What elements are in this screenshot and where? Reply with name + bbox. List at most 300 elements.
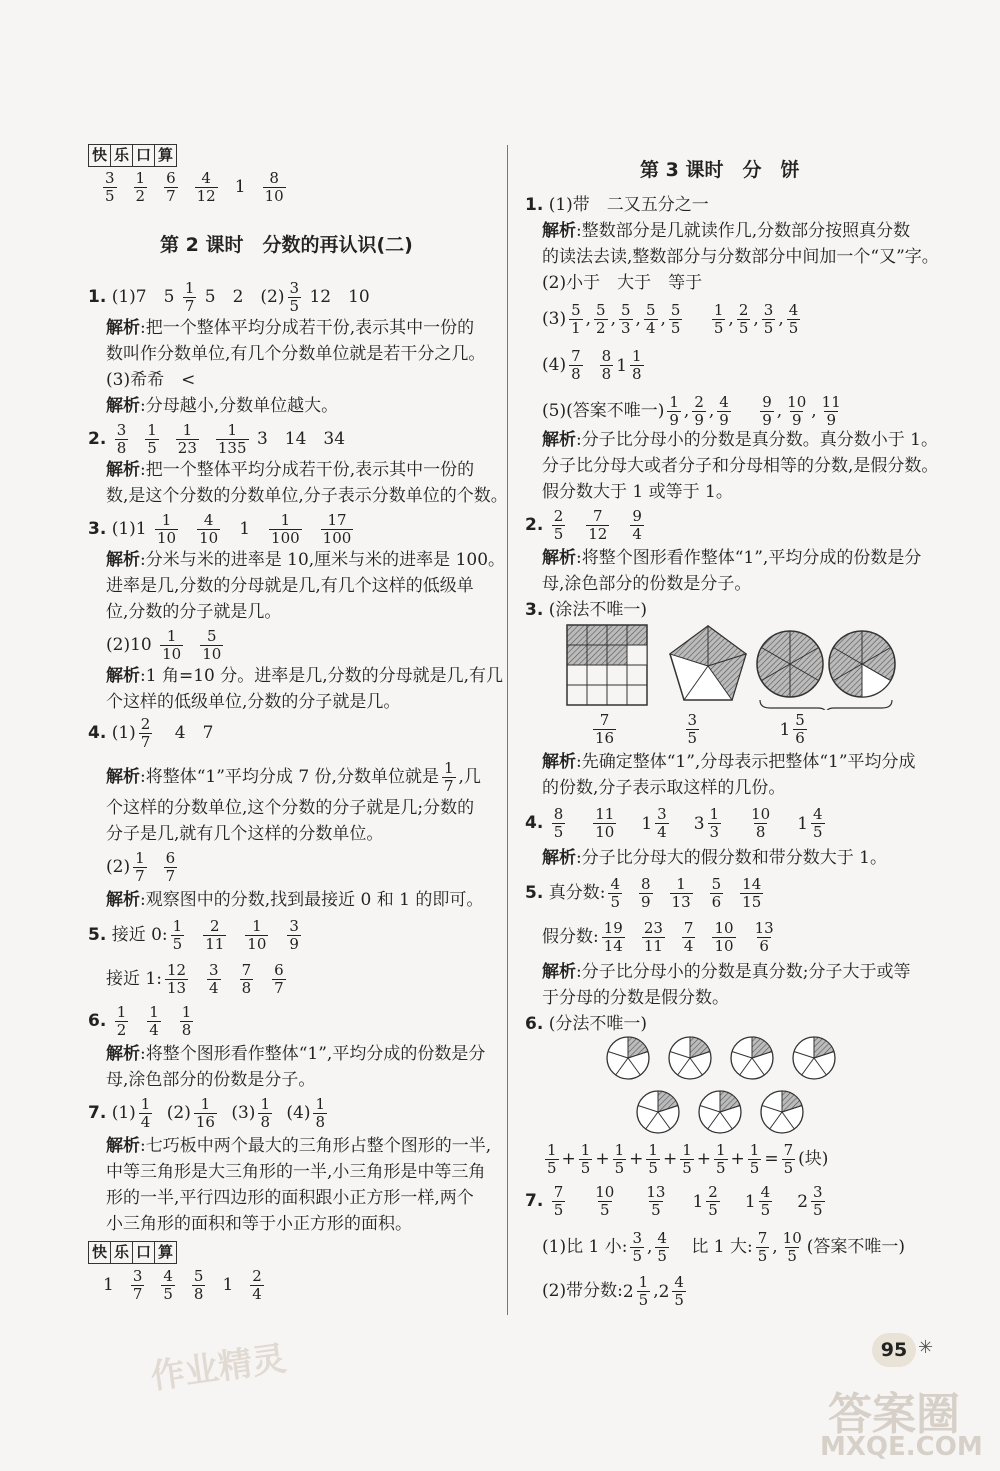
fraction (258, 1096, 272, 1131)
fraction (762, 302, 776, 337)
number: 1 (222, 1275, 234, 1295)
numerator: 3 (132, 1267, 143, 1285)
denominator: 5 (687, 729, 698, 747)
left-q7-analysis-3: 形的一半,平行四边形的面积跟小正方形一样,两个 (106, 1188, 474, 1208)
left-q2-answer: 2. $\frac{3}{8}$ $\frac{1}{5}$ $\frac{1}{23}$ $\frac{1}{135}$ 3 14 34 (88, 421, 346, 457)
fraction (712, 920, 735, 955)
denominator: 10 (714, 937, 734, 955)
right-q2-answer: 2. $\frac{2}{5}$ $\frac{7}{12}$ $\frac{9}{4}$ (525, 507, 642, 543)
left-q3-2: (2)10 $\frac{1}{10}$ $\frac{5}{10}$ (106, 627, 222, 663)
whole-part: 2 (797, 1191, 809, 1212)
fraction (145, 422, 159, 457)
numerator: 1 (547, 1141, 557, 1159)
numerator: 8 (269, 169, 279, 187)
fraction (593, 806, 616, 841)
denominator: 7 (274, 979, 284, 997)
right-q1-5: (5)(答案不唯一) $\frac{1}{9}$ , $\frac{2}{9}$ , $\frac{4}{9}$ $\frac{9}{9}$ , $\frac{10}{9}$ , $\frac{11}{9}$ (542, 393, 841, 429)
right-q3-analysis-2: 的份数,分子表示取这样的几份。 (542, 778, 786, 798)
mixed-number (694, 806, 724, 841)
grid-figure (567, 625, 647, 705)
denominator: 7 (166, 187, 176, 205)
fraction (216, 422, 249, 457)
left-q4-analysis-2: 个这样的分数单位,这个分数的分子就是几;分数的 (106, 798, 475, 818)
right-q3-analysis: 解析:先确定整体“1”,分母表示把整体“1”平均分成 (542, 752, 916, 772)
denominator: 8 (193, 1285, 204, 1303)
numerator: 10 (751, 805, 771, 823)
numerator: 3 (813, 1183, 823, 1201)
fraction (672, 1274, 686, 1309)
denominator: 5 (553, 823, 564, 841)
pentagon-figure (670, 626, 746, 700)
numerator: 5 (670, 301, 681, 319)
numerator: 1 (166, 627, 177, 645)
denominator: 8 (181, 1021, 192, 1039)
denominator: 7 (135, 867, 145, 885)
numerator: 2 (708, 1183, 718, 1201)
question-number: 1. (88, 287, 107, 307)
fraction (171, 918, 185, 953)
numerator: 2 (252, 1267, 262, 1285)
denominator: 13 (671, 893, 691, 911)
left-q6-analysis-2: 母,涂色部分的份数是分子。 (106, 1070, 316, 1090)
mixed-number (616, 348, 646, 383)
fraction (781, 1230, 804, 1265)
numerator: 4 (674, 1273, 684, 1291)
kuaile-kousuan-header-bottom: 快 乐 口 算 (88, 1240, 176, 1264)
right-q7-1: (1)比 1 小: $\frac{3}{5}$ , $\frac{4}{5}$ 比 1 大: $\frac{7}{5}$ , $\frac{10}{5}$ (答案不唯一) (542, 1229, 906, 1265)
denominator: 5 (172, 935, 183, 953)
numerator: 1 (181, 1003, 192, 1021)
fraction (712, 302, 726, 337)
fraction (160, 628, 183, 663)
denominator: 9 (669, 411, 679, 429)
fraction (692, 394, 706, 429)
mixed-number (797, 806, 827, 841)
fraction (569, 348, 583, 383)
denominator: 4 (632, 525, 642, 543)
denominator: 4 (140, 1113, 151, 1131)
fraction (759, 1184, 773, 1219)
mixed-number (659, 1274, 689, 1309)
left-q3-analysis: 解析:分米与米的进率是 10,厘米与米的进率是 100。 (106, 550, 506, 570)
numerator: 6 (165, 849, 176, 867)
fraction (552, 806, 566, 841)
whole-part: 1 (692, 1191, 704, 1212)
denominator: 5 (813, 823, 823, 841)
fraction (272, 962, 286, 997)
fraction (686, 712, 700, 747)
fraction (195, 170, 218, 205)
denominator: 5 (638, 1291, 649, 1309)
fraction (682, 920, 696, 955)
fraction (139, 1096, 153, 1131)
denominator: 5 (614, 1159, 625, 1177)
numerator: 4 (760, 1183, 771, 1201)
numerator: 9 (762, 393, 772, 411)
numerator: 4 (813, 805, 823, 823)
fraction (245, 918, 268, 953)
fraction (714, 1142, 728, 1177)
watermark-zuoye: 作业精灵 (148, 1338, 289, 1398)
numerator: 1 (135, 169, 146, 187)
lesson-3-title: 第 3 课时 分 饼 (640, 159, 800, 181)
denominator: 10 (595, 823, 615, 841)
denominator: 13 (166, 979, 187, 997)
number: 1 (234, 177, 246, 197)
fraction (613, 1142, 627, 1177)
denominator: 5 (670, 319, 681, 337)
fraction (545, 1142, 559, 1177)
denominator: 5 (580, 1159, 591, 1177)
numerator: 5 (206, 627, 217, 645)
left-q5-near0: 5. 接近 0: $\frac{1}{5}$ $\frac{2}{11}$ $\frac{1}{10}$ $\frac{3}{9}$ (88, 917, 299, 953)
numerator: 3 (289, 917, 299, 935)
right-q6-header: 6. (分法不唯一) (525, 1014, 647, 1034)
fraction (207, 962, 221, 997)
numerator: 5 (795, 711, 805, 729)
left-q4-answer: 4. (1) $\frac{2}{7}$ 4 7 (88, 715, 214, 751)
denominator: 14 (603, 937, 623, 955)
numerator: 1 (116, 1003, 127, 1021)
right-q5-improper: 假分数: $\frac{19}{14}$ $\frac{23}{11}$ $\frac{7}{4}$ $\frac{10}{10}$ $\frac{13}{6}$ (542, 919, 774, 955)
denominator: 2 (135, 187, 146, 205)
numerator: 7 (683, 919, 694, 937)
fraction (103, 170, 117, 205)
left-q3-analysis-4: 解析:1 角=10 分。进率是几,分数的分母就是几,有几 (106, 666, 504, 686)
denominator: 8 (755, 823, 766, 841)
numerator: 1 (184, 279, 195, 297)
right-q4-answer: 4. $\frac{8}{5}$ $\frac{11}{10}$ 1 $\frac{3}{4}$ 3 $\frac{1}{3}$ $\frac{10}{8}$ 1 $\frac{4}{5}$ (525, 806, 828, 841)
unit-label: (块) (798, 1149, 829, 1169)
numerator: 10 (787, 393, 807, 411)
numerator: 1 (135, 849, 145, 867)
watermark-url: MXQE.COM (820, 1432, 983, 1462)
numerator: 3 (209, 961, 219, 979)
right-q5-analysis: 解析:分子比分母小的分数是真分数;分子大于或等 (542, 962, 911, 982)
numerator: 7 (553, 1183, 564, 1201)
fraction (131, 1268, 145, 1303)
kuaile-char: 口 (132, 144, 155, 167)
denominator: 8 (315, 1113, 326, 1131)
numerator: 3 (632, 1229, 642, 1247)
fraction (200, 628, 223, 663)
fraction (787, 302, 801, 337)
denominator: 3 (621, 319, 631, 337)
fraction (442, 760, 456, 795)
denominator: 12 (196, 187, 216, 205)
fraction (313, 1096, 327, 1131)
numerator: 7 (783, 1141, 794, 1159)
denominator: 9 (762, 411, 772, 429)
fraction (630, 1230, 644, 1265)
denominator: 10 (157, 529, 177, 547)
denominator: 7 (443, 777, 454, 795)
denominator: 9 (826, 411, 836, 429)
denominator: 5 (788, 319, 799, 337)
denominator: 5 (289, 297, 300, 315)
right-q1-analysis: 解析:整数部分是几就读作几,分数部分按照真分数 (542, 221, 911, 241)
denominator: 5 (715, 1159, 726, 1177)
numerator: 4 (163, 1267, 173, 1285)
left-q1-answer: 1. (1)7 5 $\frac{1}{7}$ 5 2 (2) $\frac{3}{5}$ 12 10 (88, 279, 370, 315)
denominator: 9 (289, 935, 299, 953)
fraction (552, 508, 566, 543)
denominator: 4 (149, 1021, 159, 1039)
numerator: 9 (632, 507, 642, 525)
denominator: 5 (632, 1247, 642, 1265)
numerator: 3 (289, 279, 300, 297)
numerator: 1 (200, 1095, 211, 1113)
left-q7-answer: 7. (1) $\frac{1}{4}$ (2) $\frac{1}{16}$ (3) $\frac{1}{8}$ (4) $\frac{1}{8}$ (88, 1095, 326, 1131)
fraction (240, 962, 254, 997)
denominator: 8 (632, 365, 642, 383)
numerator: 2 (738, 301, 749, 319)
numerator: 12 (166, 961, 187, 979)
left-q4-analysis-4: 解析:观察图中的分数,找到最接近 0 和 1 的即可。 (106, 890, 484, 910)
numerator: 6 (166, 169, 176, 187)
fraction (708, 806, 722, 841)
left-q1-3: (3)希希 < (106, 370, 196, 390)
numerator: 14 (742, 875, 762, 893)
fraction (670, 876, 693, 911)
numerator: 4 (203, 511, 214, 529)
numerator: 1 (260, 1095, 270, 1113)
left-q4-analysis: 解析:将整体“1”平均分成 7 份,分数单位就是 $\frac{1}{7}$ ,几 (106, 759, 481, 795)
denominator: 12 (588, 525, 608, 543)
column-divider (507, 145, 508, 1315)
fraction (180, 1004, 194, 1039)
denominator: 8 (260, 1113, 270, 1131)
fraction (706, 1184, 720, 1219)
denominator: 23 (177, 439, 197, 457)
numerator: 3 (763, 301, 774, 319)
left-q6-answer: 6. $\frac{1}{2}$ $\frac{1}{4}$ $\frac{1}{8}$ (88, 1003, 192, 1039)
numerator: 5 (645, 301, 656, 319)
numerator: 1 (315, 1095, 326, 1113)
denominator: 5 (713, 319, 724, 337)
fraction (593, 1184, 616, 1219)
numerator: 3 (687, 711, 698, 729)
left-q5-near1: 接近 1: $\frac{12}{13}$ $\frac{3}{4}$ $\frac{7}{8}$ $\frac{6}{7}$ (106, 961, 284, 997)
denominator: 5 (648, 1159, 658, 1177)
circles-figure (757, 631, 895, 710)
left-q7-analysis-4: 小三角形的面积和等于小正方形的面积。 (106, 1214, 412, 1234)
fraction (586, 508, 609, 543)
right-q1-2: (2)小于 大于 等于 (542, 273, 703, 293)
denominator: 10 (264, 187, 284, 205)
right-q7-answer: 7. $\frac{7}{5}$ $\frac{10}{5}$ $\frac{13}{5}$ 1 $\frac{2}{5}$ 1 $\frac{4}{5}$ 2 $\frac{3}{5}$ (525, 1184, 828, 1219)
denominator: 7 (165, 867, 176, 885)
denominator: 5 (749, 1159, 760, 1177)
denominator: 7 (140, 733, 151, 751)
denominator: 100 (271, 529, 300, 547)
numerator: 2 (694, 393, 704, 411)
fraction (630, 348, 644, 383)
right-q2-analysis: 解析:将整个图形看作整体“1”,平均分成的份数是分 (542, 548, 922, 568)
denominator: 5 (738, 319, 749, 337)
kuaile-char: 算 (154, 144, 177, 167)
star-icon: ✳ (918, 1337, 934, 1358)
denominator: 135 (217, 439, 247, 457)
numerator: 1 (709, 805, 720, 823)
whole-part: 2 (658, 1281, 670, 1302)
denominator: 9 (791, 411, 802, 429)
denominator: 4 (657, 823, 667, 841)
fraction (321, 512, 354, 547)
numerator: 1 (632, 347, 642, 365)
numerator: 4 (610, 875, 620, 893)
right-q3-labels (590, 712, 810, 747)
numerator: 1 (715, 1141, 726, 1159)
right-q6-equation: $\frac{1}{5}$ + $\frac{1}{5}$ + $\frac{1}{5}$ + $\frac{1}{5}$ + $\frac{1}{5}$ + $\frac{1}{5}$ + $\frac{1}{5}$ = $\frac{7}{5}$ (块) (547, 1141, 829, 1177)
numerator: 1 (648, 1141, 658, 1159)
left-q1-analysis: 解析:把一个整体平均分成若干份,表示其中一份的 (106, 318, 475, 338)
numerator: 5 (193, 1267, 204, 1285)
fraction (811, 1184, 825, 1219)
right-q4-analysis: 解析:分子比分母大的假分数和带分数大于 1。 (542, 848, 887, 868)
fraction (263, 170, 286, 205)
denominator: 5 (600, 1201, 610, 1219)
numerator: 1 (147, 421, 157, 439)
denominator: 16 (595, 729, 615, 747)
left-q3-answer: 3. (1)1 $\frac{1}{10}$ $\frac{4}{10}$ 1 $\frac{1}{100}$ $\frac{17}{100}$ (88, 511, 352, 547)
numerator: 7 (593, 507, 603, 525)
fraction (139, 716, 153, 751)
denominator: 8 (571, 365, 581, 383)
fraction (639, 876, 653, 911)
denominator: 8 (601, 365, 612, 383)
left-q6-analysis: 解析:将整个图形看作整体“1”,平均分成的份数是分 (106, 1044, 486, 1064)
fraction (710, 876, 724, 911)
whole-part: 3 (693, 813, 705, 834)
fraction (552, 1184, 566, 1219)
numerator: 3 (116, 421, 127, 439)
numerator: 4 (788, 301, 799, 319)
fraction (192, 1268, 206, 1303)
numerator: 10 (714, 919, 734, 937)
left-q1-analysis-3: 解析:分母越小,分数单位越大。 (106, 396, 339, 416)
right-q1-analysis-5: 假分数大于 1 或等于 1。 (542, 482, 733, 502)
right-q7-2: (2)带分数: 2 $\frac{1}{5}$ , 2 $\frac{4}{5}$ (542, 1274, 689, 1309)
whole-part: 2 (622, 1281, 634, 1302)
denominator: 11 (205, 935, 225, 953)
denominator: 15 (742, 893, 762, 911)
left-q7-analysis: 解析:七巧板中两个最大的三角形占整个图形的一半, (106, 1136, 492, 1156)
fraction (637, 1274, 651, 1309)
fraction (646, 1142, 660, 1177)
left-q4-2: (2) $\frac{1}{7}$ $\frac{6}{7}$ (106, 849, 176, 885)
numerator: 7 (571, 347, 581, 365)
denominator: 5 (147, 439, 157, 457)
fraction (782, 1142, 796, 1177)
left-q3-analysis-2: 进率是几,分数的分母就是几,有几个这样的低级单 (106, 576, 474, 596)
numerator: 4 (201, 169, 211, 187)
denominator: 16 (195, 1113, 215, 1131)
denominator: 5 (674, 1291, 684, 1309)
numerator: 6 (274, 961, 284, 979)
right-q1-1: 1. (1)带 二又五分之一 (525, 195, 709, 215)
fraction (630, 508, 644, 543)
fraction (115, 1004, 129, 1039)
fraction (176, 422, 199, 457)
fraction (569, 302, 583, 337)
fraction (740, 876, 763, 911)
fraction (134, 170, 148, 205)
left-q2-analysis-2: 数,是这个分数的分数单位,分子表示分数单位的个数。 (106, 486, 508, 506)
numerator: 1 (580, 1141, 591, 1159)
left-q3-analysis-5: 个这样的低级单位,分数的分子就是几。 (106, 692, 401, 712)
lesson-2-title: 第 2 课时 分数的再认识(二) (160, 234, 413, 256)
fraction (287, 918, 301, 953)
fraction (115, 422, 129, 457)
numerator: 17 (327, 511, 347, 529)
mixed-number (623, 1274, 653, 1309)
fraction (161, 1268, 175, 1303)
mixed-number (692, 1184, 722, 1219)
fraction (748, 1142, 762, 1177)
denominator: 10 (202, 645, 222, 663)
denominator: 6 (795, 729, 805, 747)
denominator: 3 (709, 823, 720, 841)
right-q1-3: (3) $\frac{5}{1}$ , $\frac{5}{2}$ , $\frac{5}{3}$ , $\frac{5}{4}$ , $\frac{5}{5}$ $\frac{1}{5}$ , $\frac{2}{5}$ , $\frac{3}{5}$ , $\frac{4}{5}$ (542, 301, 799, 337)
mixed-number (797, 1184, 827, 1219)
right-q5-analysis-2: 于分母的分数是假分数。 (542, 988, 729, 1008)
numerator: 2 (553, 507, 564, 525)
numerator: 1 (227, 421, 237, 439)
number: 1 (239, 519, 251, 539)
right-q2-analysis-2: 母,涂色部分的份数是分子。 (542, 574, 752, 594)
denominator: 5 (553, 525, 564, 543)
page-number: 95 (872, 1333, 916, 1367)
numerator: 1 (669, 393, 679, 411)
numerator: 1 (140, 1095, 151, 1113)
right-q1-4: (4) $\frac{7}{8}$ $\frac{8}{8}$ 1 $\frac{1}{8}$ (542, 348, 647, 383)
fraction (165, 962, 188, 997)
kuaile-kousuan-header-top (88, 143, 176, 167)
denominator: 11 (643, 937, 663, 955)
denominator: 6 (759, 937, 769, 955)
denominator: 5 (610, 893, 620, 911)
fraction (579, 1142, 593, 1177)
fraction (655, 1230, 669, 1265)
fraction (785, 394, 808, 429)
numerator: 3 (105, 169, 115, 187)
fraction (680, 1142, 694, 1177)
numerator: 10 (782, 1229, 802, 1247)
fraction (288, 280, 302, 315)
denominator: 7 (132, 1285, 143, 1303)
numerator: 1 (713, 301, 724, 319)
whole-part: 1 (616, 355, 628, 376)
mixed-number (641, 806, 671, 841)
fraction (642, 920, 665, 955)
q3-figures (560, 620, 920, 710)
fraction (644, 1184, 667, 1219)
denominator: 2 (116, 1021, 127, 1039)
fraction (717, 394, 731, 429)
numerator: 4 (719, 393, 729, 411)
fraction (203, 918, 226, 953)
denominator: 5 (760, 1201, 771, 1219)
denominator: 10 (247, 935, 267, 953)
denominator: 5 (547, 1159, 557, 1177)
denominator: 2 (596, 319, 606, 337)
fraction (669, 302, 683, 337)
mixed-number (745, 1184, 775, 1219)
left-q4-analysis-3: 分子是几,就有几个这样的分数单位。 (106, 824, 384, 844)
numerator: 13 (754, 919, 774, 937)
denominator: 4 (209, 979, 219, 997)
